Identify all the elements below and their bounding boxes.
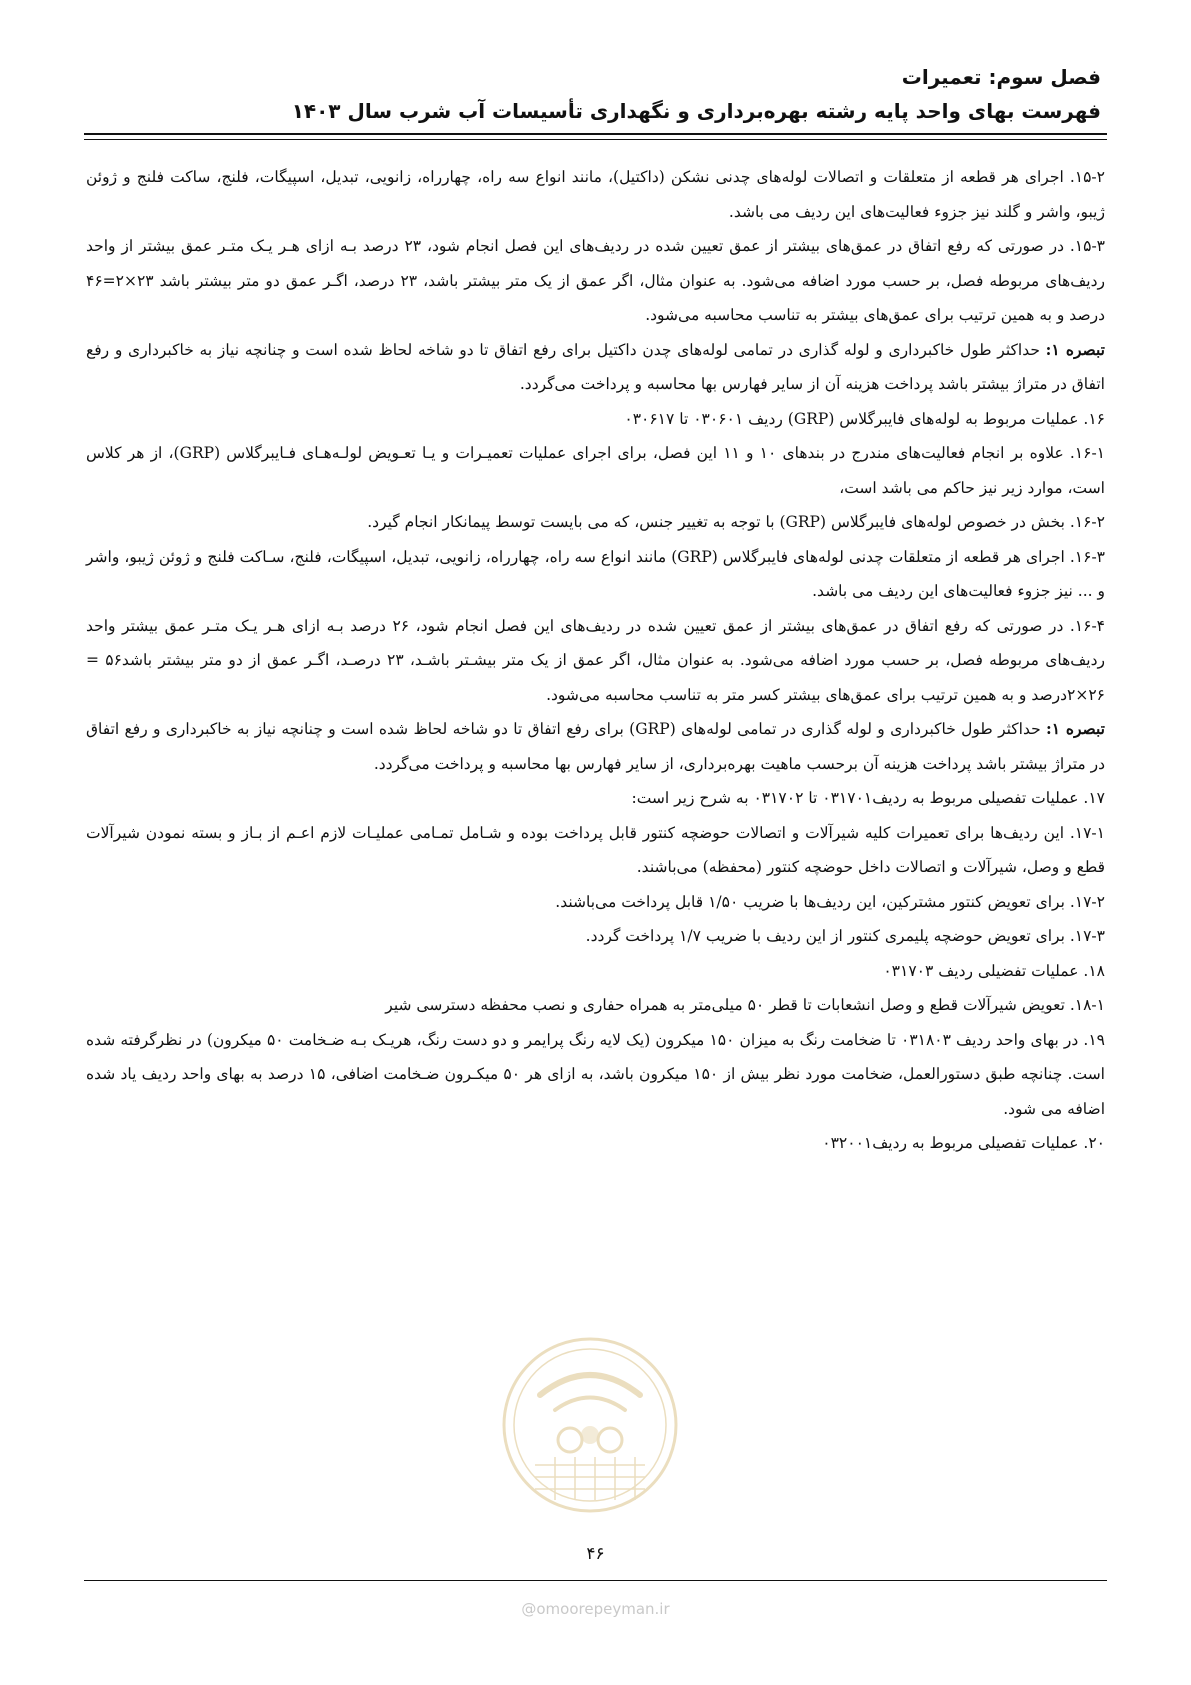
paragraph-18: ۱۸. عملیات تفضیلی ردیف ۰۳۱۷۰۳: [883, 961, 1105, 980]
header-rule-thick: [84, 133, 1107, 135]
paragraph-17-2: ۱۷-۲. برای تعویض کنتور مشترکین، این ردیف‌ها با ضریب ۱/۵۰ قابل پرداخت می‌باشند.: [555, 892, 1105, 911]
paragraph-16-1: ۱۶-۱. علاوه بر انجام فعالیت‌های مندرج در بندهای ۱۰ و ۱۱ این فصل، برای اجرای عملیات تعمیـرات و یـا تعـویض لولـه‌هـای فـایبرگلاس (GRP)، از هر کلاس است، موارد زیر نیز حاکم می باشد است،: [86, 444, 1106, 497]
note-paragraph: تبصره ۱: حداکثر طول خاکبرداری و لوله گذاری در تمامی لوله‌های چدن داکتیل برای رفع اتفاق تا دو شاخه لحاظ شده است و چنانچه نیاز به خاکبرداری و رفع اتفاق در متراژ بیشتر باشد پرداخت هزینه آن از سایر فهارس بها محاسبه و پرداخت می‌گردد.: [86, 339, 1105, 393]
paragraph-17: ۱۷. عملیات تفصیلی مربوط به ردیف۰۳۱۷۰۱ تا ۰۳۱۷۰۲ به شرح زیر است:: [631, 789, 1105, 807]
paragraph-17-3: ۱۷-۳. برای تعویض حوضچه پلیمری کنتور از این ردیف با ضریب ۱/۷ پرداخت گردد.: [585, 927, 1105, 945]
footer-rule: [84, 1580, 1107, 1581]
chapter-title: فصل سوم: تعمیرات: [901, 65, 1101, 89]
note-label: تبصره ۱:: [1045, 339, 1105, 359]
paragraph-18-1: ۱۸-۱. تعویض شیرآلات قطع و وصل انشعابات تا قطر ۵۰ میلی‌متر به همراه حفاری و نصب محفظه دسترسی شیر: [385, 996, 1105, 1014]
note-paragraph: تبصره ۱: حداکثر طول خاکبرداری و لوله گذاری در تمامی لوله‌های (GRP) برای رفع اتفاق تا دو شاخه لحاظ شده است و چنانچه نیاز به خاکبرداری و رفع اتفاق در متراژ بیشتر باشد پرداخت هزینه آن برحسب ماهیت بهره‌برداری، از سایر فهارس بها محاسبه و پرداخت می‌گردد.: [86, 719, 1105, 773]
paragraph-15-3: ۱۵-۳. در صورتی که رفع اتفاق در عمق‌های بیشتر از عمق تعیین شده در ردیف‌های این فصل انجام شود، ۲۳ درصد بـه ازای هـر یـک متـر عمق بیشتر از واحد ردیف‌های مربوطه فصل، بر حسب مورد اضافه می‌شود. به عنوان مثال، اگر عمق از یک متر بیشتر باشد، ۲۳ درصد، اگـر عمق دو متر بیشتر باشد ۲۳×۲=۴۶ درصد و به همین ترتیب برای عمق‌های بیشتر به تناسب محاسبه می‌شود.: [86, 237, 1106, 324]
paragraph-20: ۲۰. عملیات تفصیلی مربوط به ردیف۰۳۲۰۰۱: [822, 1134, 1105, 1152]
paragraph-15-2: ۱۵-۲. اجرای هر قطعه از متعلقات و اتصالات لوله‌های چدنی نشکن (داکتیل)، مانند انواع سه راه، چهارراه، زانویی، تبدیل، اسپیگات، فلنج، ساکت فلنج و ژوئن ژیبو، واشر و گلند نیز جزوء فعالیت‌های این ردیف می باشد.: [86, 168, 1105, 221]
page-header: [90, 60, 1101, 128]
paragraph-16-4: ۱۶-۴. در صورتی که رفع اتفاق در عمق‌های بیشتر از عمق تعیین شده در ردیف‌های این فصل انجام شود، ۲۶ درصد بـه ازای هـر یـک متـر عمق بیشتر واحد ردیف‌های مربوطه فصل، بر حسب مورد اضافه می‌شود. به عنوان مثال، اگر عمق از یک متر بیشـتر باشـد، ۲۳ درصـد، اگـر عمق از دو متر بیشتر باشد۵۶ = ۲۶×۲درصد و به همین ترتیب برای عمق‌های بیشتر کسر متر به تناسب محاسبه می‌شود.: [86, 616, 1106, 704]
body-text: [86, 160, 1105, 1161]
note-label: تبصره ۱:: [1046, 719, 1105, 738]
watermark-seal-icon: [500, 1335, 680, 1515]
page-number: ۴۶: [586, 1544, 605, 1564]
header-rule-thin: [84, 139, 1107, 140]
document-title: فهرست بهای واحد پایه رشته بهره‌برداری و نگهداری تأسیسات آب شرب سال ۱۴۰۳: [291, 99, 1101, 123]
paragraph-17-1: ۱۷-۱. این ردیف‌ها برای تعمیرات کلیه شیرآلات و اتصالات حوضچه کنتور قابل پرداخت بوده و شـامل تمـامی عملیـات لازم اعـم از بـاز و بسته نمودن شیرآلات قطع و وصل، شیرآلات و اتصالات داخل حوضچه کنتور (محفظه) می‌باشند.: [86, 823, 1105, 876]
paragraph-16-2: ۱۶-۲. بخش در خصوص لوله‌های فایبرگلاس (GRP) با توجه به تغییر جنس، که می بایست توسط پیمانکار انجام گیرد.: [367, 513, 1105, 531]
paragraph-16-3: ۱۶-۳. اجرای هر قطعه از متعلقات چدنی لوله‌های فایبرگلاس (GRP) مانند انواع سه راه، چهارراه، زانویی، تبدیل، اسپیگات، فلنج، سـاکت فلنج و ژوئن ژیبو، واشر و ... نیز جزوء فعالیت‌های این ردیف می باشد.: [86, 547, 1106, 600]
paragraph-19: ۱۹. در بهای واحد ردیف ۰۳۱۸۰۳ تا ضخامت رنگ به میزان ۱۵۰ میکرون (یک لایه رنگ پرایمر و دو دست رنگ، هریـک بـه ضـخامت ۵۰ میکرون) در نظرگرفته شده است. چنانچه طبق دستورالعمل، ضخامت مورد نظر بیش از ۱۵۰ میکرون باشد، به ازای هر ۵۰ میکـرون ضـخامت اضافی، ۱۵ درصد به بهای واحد ردیف یاد شده اضافه می شود.: [86, 1030, 1105, 1118]
website-watermark: @omoorepeyman.ir: [521, 1600, 670, 1618]
paragraph-16: ۱۶. عملیات مربوط به لوله‌های فایبرگلاس (GRP) ردیف ۰۳۰۶۰۱ تا ۰۳۰۶۱۷: [624, 409, 1105, 428]
